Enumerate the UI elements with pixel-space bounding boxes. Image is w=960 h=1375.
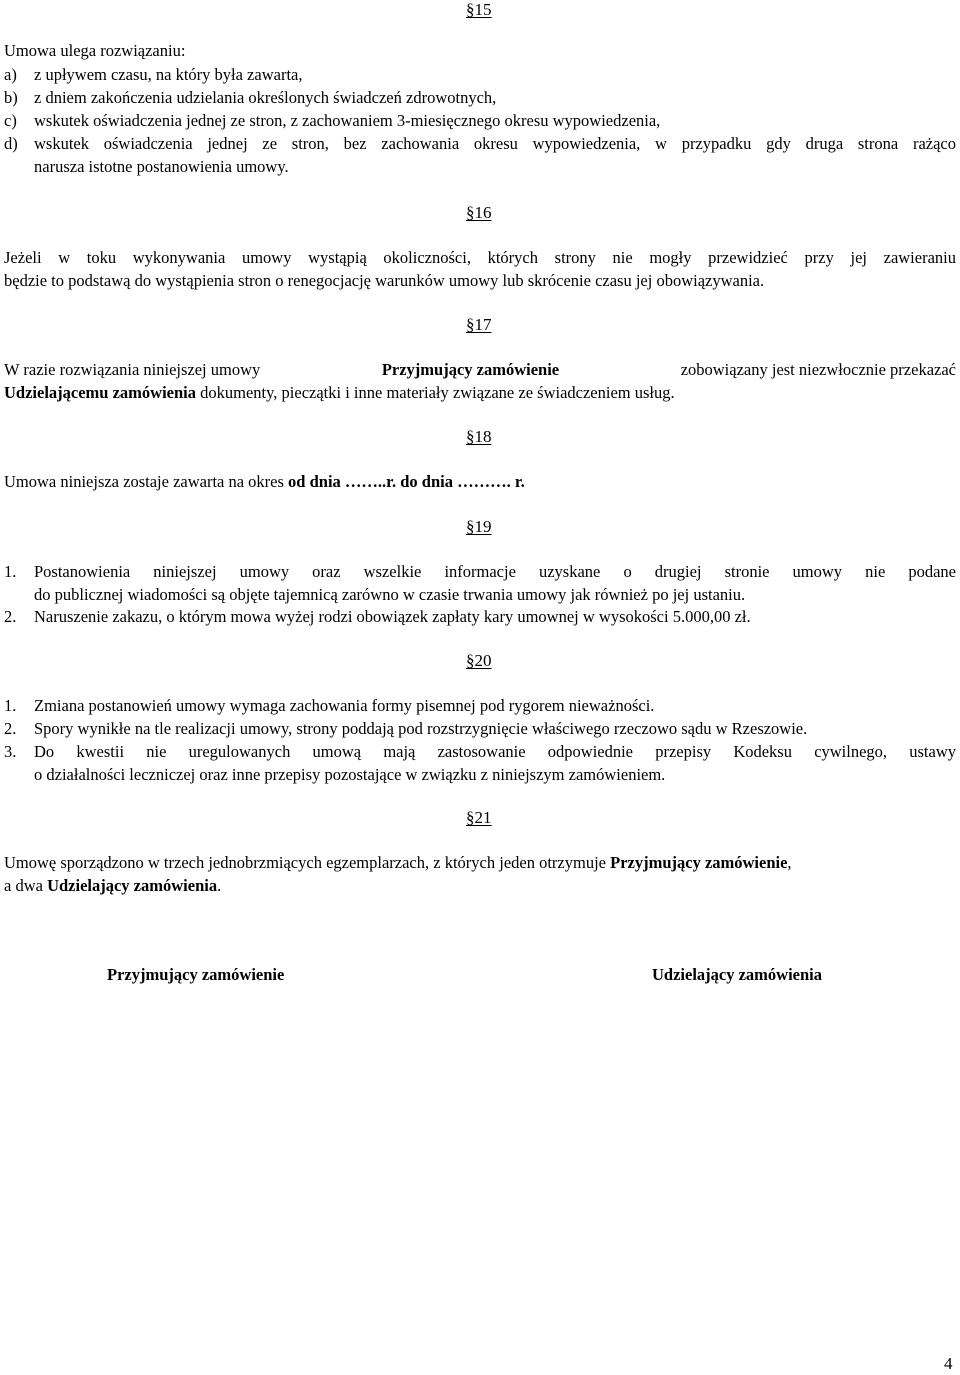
list-item: z dniem zakończenia udzielania określonych świadczeń zdrowotnych, — [34, 88, 497, 107]
section-17-party: Udzielającemu zamówienia — [4, 383, 196, 402]
list-marker: 1. — [4, 562, 17, 581]
list-marker: a) — [4, 65, 17, 84]
list-item-continuation: narusza istotne postanowienia umowy. — [34, 157, 289, 176]
section-21-text: a dwa — [4, 876, 48, 895]
list-marker: b) — [4, 88, 18, 107]
section-21-paragraph-line1 — [4, 853, 792, 873]
section-16-paragraph-line2: będzie to podstawą do wystąpienia stron o renegocjację warunków umowy lub skrócenie czasu jej obowiązywania. — [4, 271, 765, 290]
section-21-heading: §21 — [466, 808, 492, 827]
list-marker: 2. — [4, 719, 17, 738]
section-21-paragraph-line2 — [4, 876, 221, 896]
list-item: Spory wynikłe na tle realizacji umowy, strony poddają pod rozstrzygnięcie właściwego rzeczowo sądu w Rzeszowie. — [34, 719, 808, 738]
section-21-party: Przyjmujący zamówienie — [610, 853, 788, 872]
list-item: Postanowienia niniejszej umowy oraz wszelkie informacje uzyskane o drugiej stronie umowy nie podane — [34, 562, 956, 581]
contract-period: od dnia ……..r. do dnia ………. r. — [288, 472, 525, 491]
section-16-paragraph-line1: Jeżeli w toku wykonywania umowy wystąpią okoliczności, których strony nie mogły przewidzieć przy jej zawieraniu — [4, 248, 956, 267]
page-number: 4 — [944, 1354, 953, 1373]
list-marker: 3. — [4, 742, 17, 761]
list-marker: d) — [4, 134, 18, 153]
section-18-text: Umowa niniejsza zostaje zawarta na okres — [4, 472, 289, 491]
list-marker: 1. — [4, 696, 17, 715]
list-item: Do kwestii nie uregulowanych umową mają zastosowanie odpowiednie przepisy Kodeksu cywilnego, ustawy — [34, 742, 956, 761]
section-21-text: . — [217, 876, 222, 895]
section-17-heading: §17 — [466, 315, 492, 334]
section-18-heading: §18 — [466, 427, 492, 446]
signature-label-left: Przyjmujący zamówienie — [107, 965, 285, 984]
signature-label-right: Udzielający zamówienia — [652, 965, 823, 984]
section-21-text: Umowę sporządzono w trzech jednobrzmiących egzemplarzach, z których jeden otrzymuje — [4, 853, 611, 872]
list-item: wskutek oświadczenia jednej ze stron, bez zachowania okresu wypowiedzenia, w przypadku gdy druga strona rażąco — [34, 134, 956, 153]
section-17-paragraph-line2 — [4, 383, 675, 403]
list-item: wskutek oświadczenia jednej ze stron, z zachowaniem 3-miesięcznego okresu wypowiedzenia, — [34, 111, 661, 130]
section-15-heading: §15 — [466, 0, 492, 19]
section-17-text: dokumenty, pieczątki i inne materiały związane ze świadczeniem usług. — [196, 383, 675, 402]
section-18-paragraph — [4, 472, 525, 492]
section-16-heading: §16 — [466, 203, 492, 222]
section-19-heading: §19 — [466, 517, 492, 536]
section-17-text: zobowiązany jest niezwłocznie przekazać — [680, 360, 956, 379]
section-17-text: W razie rozwiązania niniejszej umowy — [4, 360, 261, 379]
section-17-party: Przyjmujący zamówienie — [381, 360, 560, 379]
section-15-intro: Umowa ulega rozwiązaniu: — [4, 41, 186, 60]
section-21-party: Udzielający zamówienia — [47, 876, 218, 895]
list-item: z upływem czasu, na który była zawarta, — [34, 65, 303, 84]
section-17-paragraph-line1 — [4, 360, 956, 380]
section-20-heading: §20 — [466, 651, 492, 670]
list-item-continuation: o działalności leczniczej oraz inne przepisy pozostające w związku z niniejszym zamówieniem. — [34, 765, 666, 784]
section-21-text: , — [787, 853, 792, 872]
list-item-continuation: do publicznej wiadomości są objęte tajemnicą zarówno w czasie trwania umowy jak również po jej ustaniu. — [34, 585, 746, 604]
list-item: Zmiana postanowień umowy wymaga zachowania formy pisemnej pod rygorem nieważności. — [34, 696, 655, 715]
list-item: Naruszenie zakazu, o którym mowa wyżej rodzi obowiązek zapłaty kary umownej w wysokości 5.000,00 zł. — [34, 607, 751, 626]
list-marker: c) — [4, 111, 17, 130]
list-marker: 2. — [4, 607, 17, 626]
